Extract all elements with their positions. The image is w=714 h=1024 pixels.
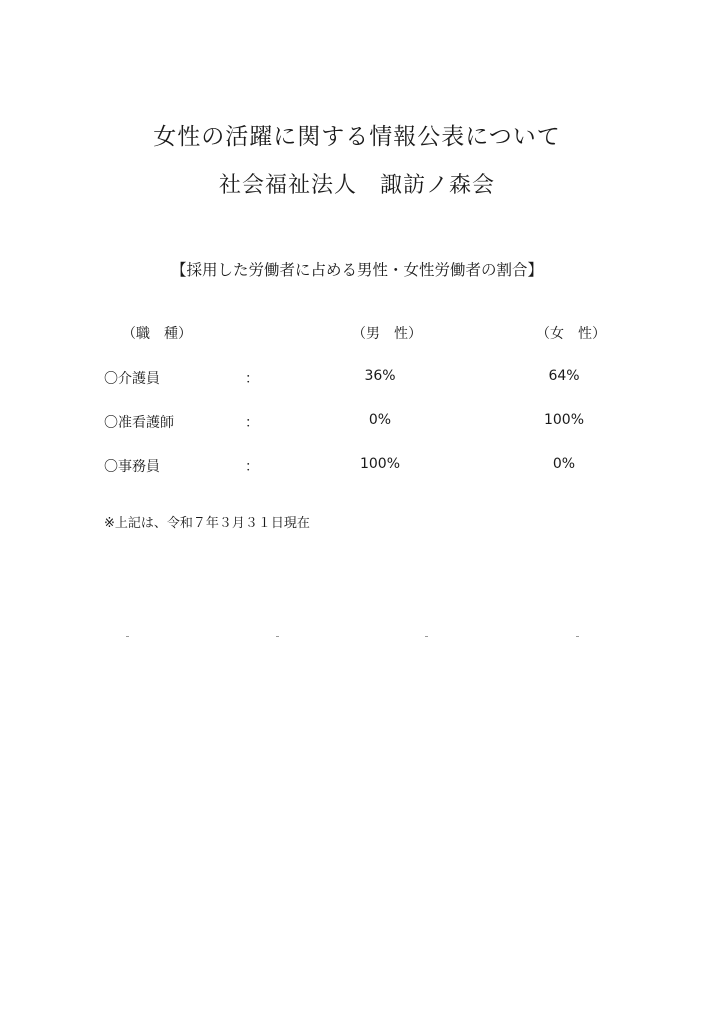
row-female-ratio: 100% xyxy=(543,412,585,428)
date-note: ※上記は、令和７年３月３１日現在 xyxy=(104,516,310,531)
column-header-male: （男 性） xyxy=(352,326,422,342)
scan-speck xyxy=(276,636,279,637)
row-separator: ： xyxy=(245,459,259,475)
scan-speck xyxy=(576,636,579,637)
column-header-job: （職 種） xyxy=(122,326,192,342)
scan-speck xyxy=(126,636,129,637)
scan-speck xyxy=(425,636,428,637)
section-heading: 【採用した労働者に占める男性・女性労働者の割合】 xyxy=(170,261,543,279)
column-header-female: （女 性） xyxy=(536,326,606,342)
document-title: 女性の活躍に関する情報公表について xyxy=(153,124,561,150)
row-job: 〇准看護師 xyxy=(104,415,174,431)
row-male-ratio: 100% xyxy=(359,456,401,472)
row-job: 〇事務員 xyxy=(104,459,160,475)
row-separator: ： xyxy=(245,415,259,431)
row-separator: ： xyxy=(245,371,259,387)
row-male-ratio: 0% xyxy=(368,412,392,428)
row-male-ratio: 36% xyxy=(364,368,396,384)
row-job: 〇介護員 xyxy=(104,371,160,387)
row-female-ratio: 0% xyxy=(552,456,576,472)
organization-name: 社会福祉法人 諏訪ノ森会 xyxy=(218,173,495,198)
row-female-ratio: 64% xyxy=(548,368,580,384)
